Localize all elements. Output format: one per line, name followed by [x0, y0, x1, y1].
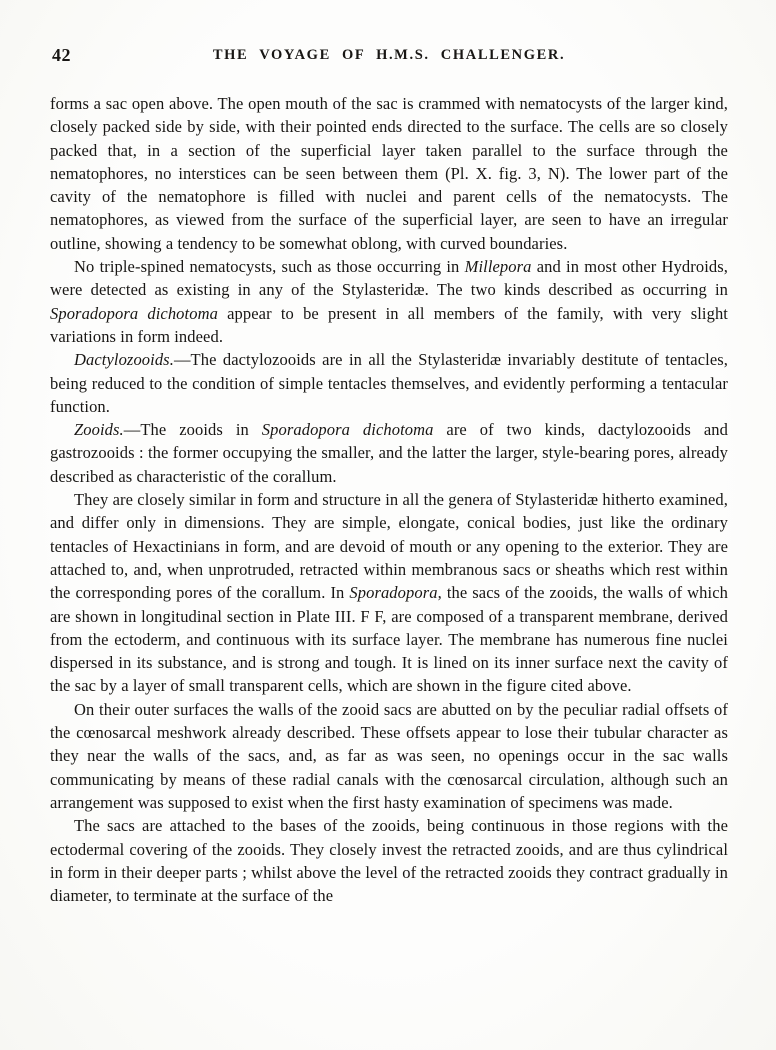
body-text — [50, 92, 728, 907]
paragraph — [50, 814, 728, 907]
running-header: THE VOYAGE OF H.M.S. CHALLENGER. — [212, 47, 566, 63]
paragraph — [50, 255, 728, 348]
italic-text-run: Sporadopora dichotoma — [50, 303, 218, 323]
text-run: —The dactylozooids are in all the Stylasteridæ invariably destitute of tentacles, being reduced to the condition of simple tentacles themselves, and evidently performing a tentacular function. — [50, 350, 728, 416]
paragraph — [50, 348, 728, 418]
page-header — [50, 44, 728, 68]
italic-text-run: Millepora — [464, 257, 532, 277]
text-run: forms a sac open above. The open mouth of the sac is crammed with nematocysts of the larger kind, closely packed side by side, with their pointed ends directed to the surface. The cells are so closely packed that, in a section of the superficial layer taken parallel to the surface through the nematophores, no interstices can be seen between them (Pl. X. fig. 3, N). The lower part of the cavity of the nematophore is filled with nuclei and parent cells of the nematocysts. The nematophores, as viewed from the surface of the superficial layer, are seen to have an irregular outline, showing a tendency to be somewhat oblong, with curved boundaries. — [50, 94, 728, 253]
text-run: No triple-spined nematocysts, such as those occurring in — [74, 257, 465, 277]
text-run: appear to be present in all members of the family, with very slight variations in form indeed. — [50, 303, 728, 346]
italic-text-run: Sporadopora — [349, 583, 438, 603]
italic-text-run: Sporadopora dichotoma — [261, 420, 434, 440]
paragraph — [50, 698, 728, 814]
paragraph — [50, 418, 728, 488]
text-run: —The zooids in — [123, 420, 262, 440]
text-run: , the sacs of the zooids, the walls of which are shown in longitudinal section in Plate III. F F, are composed of a transparent membrane, derived from the ectoderm, and continuous with its surface layer. The membrane has numerous fine nuclei dispersed in its substance, and is strong and tough. It is lined on its inner surface next the cavity of the sac by a layer of small transparent cells, which are shown in the figure cited above. — [50, 583, 728, 696]
text-run: The sacs are attached to the bases of the zooids, being continuous in those regions with the ectodermal covering of the zooids. They closely invest the retracted zooids, and are thus cylindrical in form in their deeper parts ; whilst above the level of the retracted zooids they contract gradually in diameter, to terminate at the surface of the — [50, 816, 728, 906]
paragraph — [50, 92, 728, 255]
text-run: They are closely similar in form and structure in all the genera of Stylasteridæ hitherto examined, and differ only in dimensions. They are simple, elongate, conical bodies, just like the ordinary tentacles of Hexactinians in form, and are devoid of mouth or any opening to the exterior. They are attached to, and, when unprotruded, retracted within membranous sacs or sheaths which rest within the corresponding pores of the corallum. In — [50, 490, 728, 603]
italic-text-run: Dactylozooids. — [74, 350, 174, 370]
text-run: are of two kinds, dactylozooids and gastrozooids : the former occupying the smaller, and the latter the larger, style-bearing pores, already described as characteristic of the corallum. — [50, 420, 728, 486]
paragraph — [50, 488, 728, 698]
page-number: 42 — [52, 45, 71, 65]
italic-text-run: Zooids. — [74, 420, 124, 440]
text-run: and in most other Hydroids, were detected as existing in any of the Stylasteridæ. The two kinds described as occurring in — [50, 257, 728, 300]
text-run: On their outer surfaces the walls of the zooid sacs are abutted on by the peculiar radial offsets of the cœnosarcal meshwork already described. These offsets appear to lose their tubular character as they near the walls of the sacs, and, as far as was seen, no openings occur in the sac walls communicating by means of these radial canals with the cœnosarcal circulation, although such an arrangement was supposed to exist when the first hasty examination of specimens was made. — [50, 699, 728, 812]
